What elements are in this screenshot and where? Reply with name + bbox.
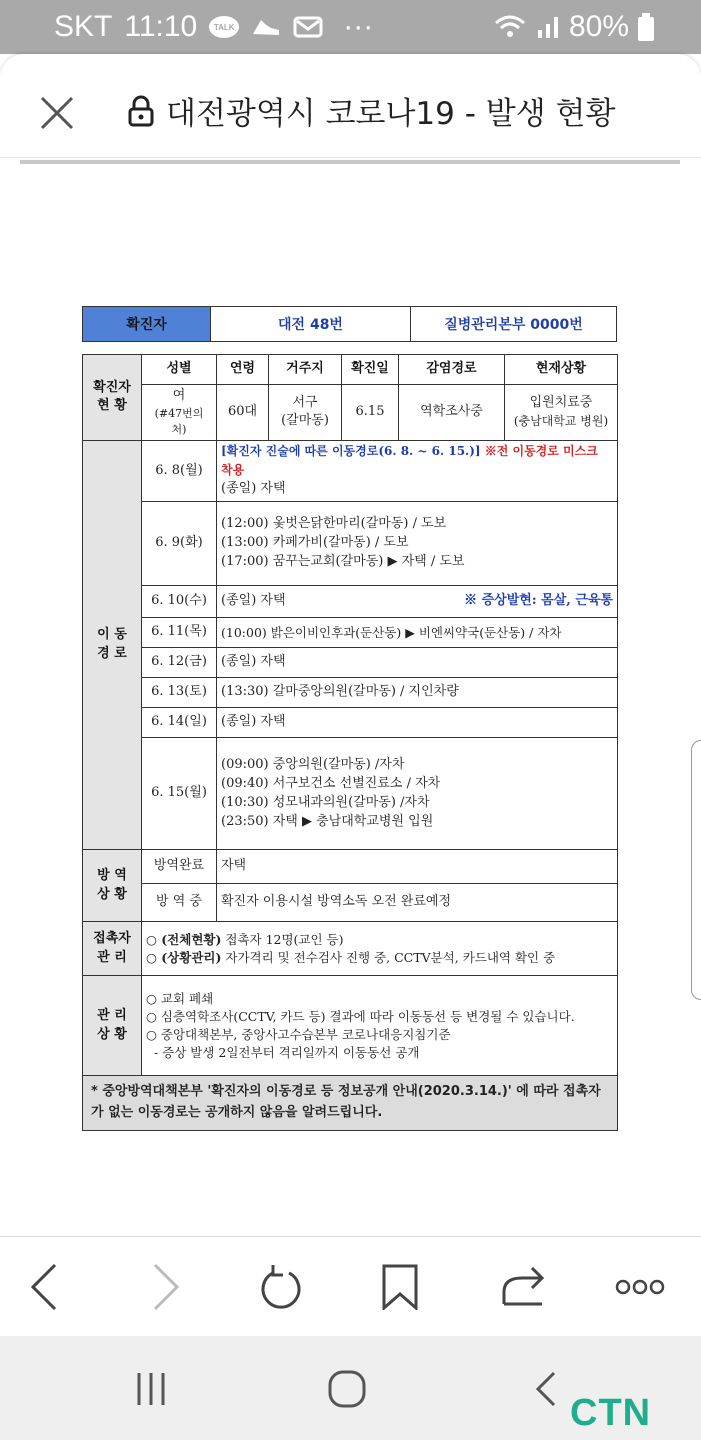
case-number: 대전 48번 xyxy=(211,307,411,341)
covid-status-document xyxy=(82,306,617,1131)
movement-day: 6. 9(화) xyxy=(142,502,217,586)
quarantine-value: 자택 xyxy=(217,850,618,884)
recent-apps-button[interactable] xyxy=(126,1364,176,1414)
more-icon xyxy=(615,1279,665,1295)
forward-button[interactable] xyxy=(140,1261,192,1313)
movement-detail: (13:30) 갈마중앙의원(갈마동) / 지인차량 xyxy=(217,678,618,708)
patient-sex: 여 (#47번의 처) xyxy=(142,385,217,441)
movement-day: 6. 10(수) xyxy=(142,586,217,618)
load-progress-bar xyxy=(20,160,680,164)
movement-day: 6. 15(월) xyxy=(142,738,217,850)
mail-icon xyxy=(293,16,323,38)
manage-detail: ○ 교회 폐쇄 ○ 심층역학조사(CCTV, 카드 등) 결과에 따라 이동동선 등 변경될 수 있습니다. ○ 중앙대책본부, 중앙사고수습본부 코로나대응지침기준 - 증상 발생 2일전부터 격리일까지 이동동선 공개 xyxy=(142,976,618,1076)
patient-age: 60대 xyxy=(217,385,269,441)
carrier: SKT xyxy=(54,10,113,43)
movement-day: 6. 14(일) xyxy=(142,708,217,738)
header-divider xyxy=(0,157,701,158)
col-route: 감염경로 xyxy=(399,355,505,385)
movement-day: 6. 11(목) xyxy=(142,618,217,648)
more-notifications: ··· xyxy=(343,10,374,43)
col-date: 확진일 xyxy=(342,355,399,385)
system-back-button[interactable] xyxy=(520,1364,570,1414)
ctn-watermark-logo: CTN xyxy=(570,1392,652,1434)
chevron-left-icon xyxy=(29,1263,59,1311)
movement-day: 6. 8(월) xyxy=(142,440,217,502)
case-header-row xyxy=(82,306,617,342)
quarantine-key: 방역완료 xyxy=(142,850,217,884)
movement-detail: (12:00) 옻벗은닭한마리(갈마동) / 도보 (13:00) 카페가비(갈마동) / 도보 (17:00) 꿈꾸는교회(갈마동) ▶ 자택 / 도보 xyxy=(217,502,618,586)
contact-detail: ○ (전체현황) 접촉자 12명(교인 등) ○ (상황관리) 자가격리 및 전수검사 진행 중, CCTV분석, 카드내역 확인 중 xyxy=(142,922,618,976)
contact-label: 접촉자 관 리 xyxy=(83,922,142,976)
bookmark-button[interactable] xyxy=(374,1261,426,1313)
patient-date: 6.15 xyxy=(342,385,399,441)
case-table xyxy=(82,354,618,1131)
patient-route: 역학조사중 xyxy=(399,385,505,441)
chevron-right-icon xyxy=(151,1263,181,1311)
quarantine-key: 방 역 중 xyxy=(142,884,217,922)
reload-button[interactable] xyxy=(255,1261,307,1313)
back-button[interactable] xyxy=(18,1261,70,1313)
movement-label: 이 동 경 로 xyxy=(83,440,142,850)
browser-toolbar xyxy=(0,1236,701,1336)
home-icon xyxy=(327,1369,367,1409)
title-area xyxy=(128,88,615,133)
col-residence: 거주지 xyxy=(269,355,342,385)
edge-panel-handle[interactable] xyxy=(691,740,701,1000)
wifi-icon xyxy=(493,13,527,41)
patient-current: 입원치료중 (충남대학교 병원) xyxy=(505,385,618,441)
kdca-number: 질병관리본부 0000번 xyxy=(444,317,583,333)
status-label: 확진자 현 황 xyxy=(83,355,142,441)
movement-detail: (10:00) 밝은이비인후과(둔산동) ▶ 비엔씨약국(둔산동) / 자차 xyxy=(217,618,618,648)
more-menu-button[interactable] xyxy=(614,1261,666,1313)
movement-detail: (종일) 자택 ※ 증상발현: 몸살, 근육통 xyxy=(217,586,618,618)
signal-icon xyxy=(535,14,561,40)
status-bar xyxy=(0,0,701,54)
talk-icon: TALK xyxy=(209,16,239,38)
col-age: 연령 xyxy=(217,355,269,385)
browser-header xyxy=(0,58,701,158)
lock-icon xyxy=(128,95,154,127)
back-icon xyxy=(532,1369,558,1409)
col-sex: 성별 xyxy=(142,355,217,385)
recents-icon xyxy=(133,1371,169,1407)
manage-label: 관 리 상 황 xyxy=(83,976,142,1076)
shoe-icon xyxy=(251,16,281,38)
battery-level: 80% xyxy=(568,10,629,43)
movement-detail: (종일) 자택 xyxy=(217,648,618,678)
home-button[interactable] xyxy=(322,1364,372,1414)
col-current: 현재상황 xyxy=(505,355,618,385)
patient-residence: 서구 (갈마동) xyxy=(269,385,342,441)
movement-detail: (종일) 자택 xyxy=(217,708,618,738)
movement-day: 6. 12(금) xyxy=(142,648,217,678)
clock: 11:10 xyxy=(124,10,198,43)
movement-detail: [확진자 진술에 따른 이동경로(6. 8. ~ 6. 15.)] ※전 이동경로 미스크 착용 (종일) 자택 xyxy=(217,440,618,502)
page-title: 대전광역시 코로나19 - 발생 현황 xyxy=(166,96,616,132)
share-icon xyxy=(498,1264,546,1310)
battery-icon xyxy=(637,12,655,42)
quarantine-label: 방 역 상 황 xyxy=(83,850,142,922)
close-icon[interactable] xyxy=(38,94,76,132)
bookmark-icon xyxy=(382,1264,418,1310)
footer-note: * 중앙방역대책본부 '확진자의 이동경로 등 정보공개 안내(2020.3.14.)' 에 따라 접촉자가 없는 이동경로는 공개하지 않음을 알려드립니다. xyxy=(83,1076,618,1131)
share-button[interactable] xyxy=(496,1261,548,1313)
reload-icon xyxy=(259,1263,303,1311)
quarantine-value: 확진자 이용시설 방역소독 오전 완료예정 xyxy=(217,884,618,922)
case-label: 확진자 xyxy=(83,307,211,341)
movement-day: 6. 13(토) xyxy=(142,678,217,708)
movement-detail: (09:00) 중앙의원(갈마동) /자차 (09:40) 서구보건소 선별진료소 / 자차 (10:30) 성모내과의원(갈마동) /자차 (23:50) 자택 ▶ 충남대학교병원 입원 xyxy=(217,738,618,850)
